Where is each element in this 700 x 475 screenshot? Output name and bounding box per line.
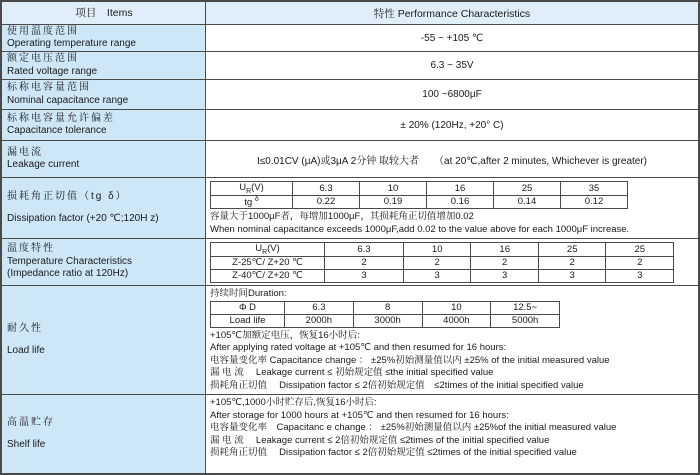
delta-sup: δ — [254, 195, 259, 203]
table-cell: 10 — [403, 243, 471, 257]
table-cell: 12.5~ — [491, 301, 560, 314]
row-value-cell — [206, 141, 698, 177]
tg-label: tg — [244, 197, 253, 209]
table-cell: 3 — [606, 269, 674, 282]
row-label — [2, 52, 206, 79]
items-column-header: 项目 Items — [2, 2, 206, 24]
table-cell: 2 — [606, 256, 674, 269]
duration-table — [210, 301, 560, 328]
table-cell: 0.12 — [561, 195, 628, 208]
row-value-cell — [206, 25, 698, 51]
label-en: Dissipation factor (+20 ℃;120H z) — [7, 213, 159, 224]
row-value-cell — [206, 110, 698, 140]
row-label — [2, 178, 206, 238]
label-en2: (Impedance ratio at 120Hz) — [7, 268, 129, 280]
row-label — [2, 110, 206, 140]
table-cell — [211, 195, 293, 208]
table-cell: 3 — [325, 269, 404, 282]
table-cell: Φ D — [211, 301, 285, 314]
label-cn: 使用温度范围 — [7, 25, 79, 37]
table-cell: 35 — [561, 182, 628, 196]
load-life-conditions — [206, 328, 698, 395]
table-cell: 3000h — [353, 314, 422, 327]
table-cell: 2 — [325, 256, 404, 269]
row-label — [2, 395, 206, 473]
table-cell: 6.3 — [293, 182, 360, 196]
row-value: I≤0.01CV (μA)或3μA 2分钟 取较大者 （at 20℃,after 2 minutes, Whichever is greater) — [256, 155, 648, 167]
label-en: Rated voltage range — [7, 65, 98, 77]
label-cn: 耐久性 — [7, 322, 43, 334]
table-cell: 0.16 — [427, 195, 494, 208]
row-label — [2, 25, 206, 51]
row-nominal-capacitance — [2, 80, 698, 110]
table-cell: 4000h — [422, 314, 491, 327]
ur-sub: R — [262, 248, 268, 256]
label-cn: 漏电流 — [7, 146, 43, 158]
table-cell: 3 — [538, 269, 606, 282]
table-cell: 25 — [606, 243, 674, 257]
dissipation-table — [210, 181, 628, 209]
section-dissipation-factor — [2, 178, 698, 239]
row-label — [2, 80, 206, 109]
section-load-life — [2, 286, 698, 395]
condition-line: After applying rated voltage at +105℃ and then resumed for 16 hours: — [210, 342, 507, 353]
label-en: Operating temperature range — [7, 38, 136, 49]
row-label — [2, 286, 206, 394]
table-cell: 0.14 — [494, 195, 561, 208]
table-cell: 6.3 — [285, 301, 354, 314]
note-cn: 容量大于1000μF者，每增加1000μF，其损耗角正切值增加0.02 — [210, 211, 474, 223]
load-life-content — [206, 286, 698, 394]
table-cell: 3 — [403, 269, 471, 282]
label-cn: 损耗角正切值（tg δ） — [7, 190, 128, 202]
table-row — [211, 269, 674, 282]
table-row — [211, 314, 560, 327]
dissipation-note — [206, 209, 698, 238]
table-cell: Z-40℃/ Z+20 ℃ — [211, 269, 325, 282]
table-cell: 8 — [353, 301, 422, 314]
condition-line: 损耗角正切值 Dissipation factor ≤ 2倍初始规定值 ≤2times of the initial specified value — [210, 447, 577, 458]
row-leakage-current — [2, 141, 698, 178]
table-cell: 2 — [538, 256, 606, 269]
temperature-content — [206, 239, 698, 285]
table-cell: 0.22 — [293, 195, 360, 208]
condition-line: After storage for 1000 hours at +105℃ and then resumed for 16 hours: — [210, 409, 509, 421]
table-cell: 2000h — [285, 314, 354, 327]
dissipation-content — [206, 178, 698, 238]
section-shelf-life — [2, 395, 698, 473]
row-operating-temperature — [2, 25, 698, 52]
row-rated-voltage — [2, 52, 698, 80]
shelf-life-conditions — [206, 395, 698, 462]
table-row — [211, 182, 628, 196]
characteristics-column-header: 特性 Performance Characteristics — [206, 2, 698, 24]
row-label — [2, 239, 206, 285]
label-en: Capacitance tolerance — [7, 125, 107, 136]
row-capacitance-tolerance — [2, 110, 698, 141]
shelf-life-content — [206, 395, 698, 473]
label-cn: 高温贮存 — [7, 416, 55, 428]
label-cn: 温度特性 — [7, 243, 55, 255]
duration-label: 持续时间Duration: — [210, 288, 287, 299]
table-cell: 3 — [471, 269, 539, 282]
table-row — [211, 301, 560, 314]
row-value: -55 ~ +105 ℃ — [420, 32, 484, 44]
table-cell: 2 — [403, 256, 471, 269]
row-value-cell — [206, 80, 698, 109]
table-cell: 5000h — [491, 314, 560, 327]
condition-line: 损耗角正切值 Dissipation factor ≤ 2倍初始规定值 ≤2times of the initial specified value — [210, 379, 584, 391]
table-cell: 10 — [422, 301, 491, 314]
label-en: Leakage current — [7, 159, 80, 170]
table-row — [211, 195, 628, 208]
condition-line: +105℃,1000小时贮存后,恢复16小时后: — [210, 397, 377, 408]
row-value-cell — [206, 52, 698, 79]
label-cn: 标称电容量范围 — [7, 82, 91, 93]
ur-sub: R — [246, 187, 252, 195]
table-cell — [211, 182, 293, 196]
condition-line: 漏 电 流 Leakage current ≤ 2倍初始规定值 ≤2times of the initial specified value — [210, 434, 550, 446]
condition-line: 漏 电 流 Leakage current ≤ 初始规定值 ≤the initial specified value — [210, 367, 494, 378]
condition-line: +105℃加额定电压，恢复16小时后: — [210, 329, 360, 341]
note-en: When nominal capacitance exceeds 1000μF,add 0.02 to the value above for each 1000μF increase. — [210, 223, 630, 235]
label-cn: 额定电压范围 — [7, 53, 79, 64]
table-cell: Z-25℃/ Z+20 ℃ — [211, 256, 325, 269]
table-cell: 0.19 — [360, 195, 427, 208]
condition-line: 电容量变化率 Capacitance change ： ±25%初始测量值以内 ±25% of the initial measured value — [210, 354, 610, 366]
table-cell: 16 — [427, 182, 494, 196]
row-value: 6.3 ~ 35V — [430, 60, 474, 71]
duration-label-wrap — [206, 286, 698, 301]
ur-unit: (V) — [251, 182, 264, 193]
label-en: Nominal capacitance range — [7, 94, 129, 106]
temperature-table — [210, 242, 674, 283]
table-cell: 25 — [538, 243, 606, 257]
table-header-row — [2, 2, 698, 25]
row-value: 100 ~6800μF — [422, 89, 482, 100]
ur-label: U — [255, 243, 263, 254]
table-cell: 25 — [494, 182, 561, 196]
label-en: Temperature Characteristics — [7, 255, 133, 267]
label-en: Shelf life — [7, 439, 46, 450]
label-en: Load life — [7, 345, 45, 356]
row-value: ± 20% (120Hz, +20° C) — [400, 119, 504, 131]
table-cell: Load life — [211, 314, 285, 327]
table-cell — [211, 243, 325, 257]
section-temperature-characteristics — [2, 239, 698, 286]
table-row — [211, 243, 674, 257]
label-cn: 标称电容量允许偏差 — [7, 112, 115, 124]
condition-line: 电容量变化率 Capacitanc e change ： ±25%初始测量值以内 ±25%of the initial measured value — [210, 422, 617, 433]
table-row — [211, 256, 674, 269]
row-label — [2, 141, 206, 177]
table-cell: 6.3 — [325, 243, 404, 257]
table-cell: 16 — [471, 243, 539, 257]
table-cell: 2 — [471, 256, 539, 269]
table-cell: 10 — [360, 182, 427, 196]
ur-unit: (V) — [267, 243, 280, 254]
ur-label: U — [239, 182, 247, 193]
